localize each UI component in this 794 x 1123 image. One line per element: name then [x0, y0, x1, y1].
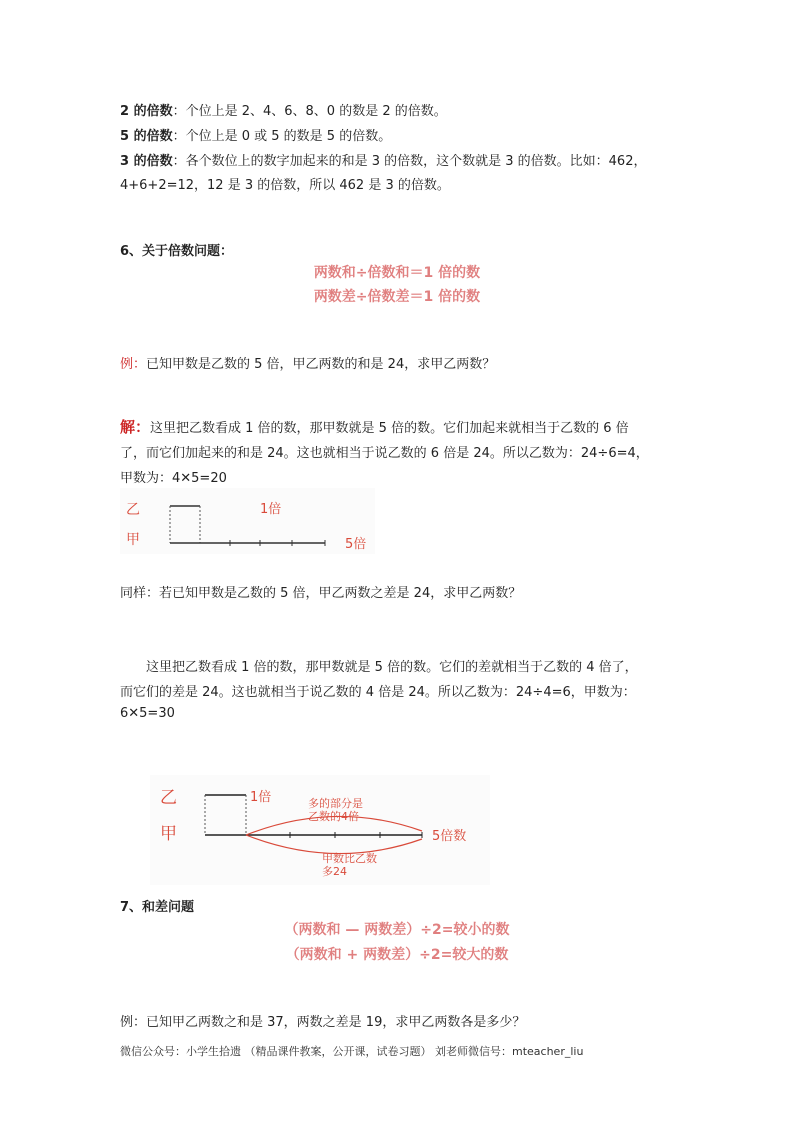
rule-multiple-5 — [120, 125, 391, 144]
solution-1-line1 — [120, 416, 629, 437]
section7-example: 例：已知甲乙两数之和是 37，两数之差是 19，求甲乙两数各是多少？ — [120, 1015, 526, 1030]
diagram-2-label-yi: 乙 — [160, 788, 177, 808]
diagram-1-label-jia: 甲 — [126, 532, 140, 548]
rule-text: 个位上是 2、4、6、8、0 的数是 2 的倍数。 — [185, 104, 447, 119]
colon: ： — [172, 154, 186, 169]
colon: ： — [172, 129, 186, 144]
diagram-2 — [150, 775, 490, 885]
diagram-2-svg — [150, 775, 490, 885]
diagram-2-label-five: 5倍数 — [432, 829, 467, 844]
example-label: 例： — [120, 357, 147, 372]
section6-heading: 6、关于倍数问题： — [120, 244, 234, 259]
diagram-1-label-one: 1倍 — [260, 502, 282, 517]
term: 3 的倍数 — [120, 154, 173, 169]
example-text: 已知甲数是乙数的 5 倍，甲乙两数的和是 24，求甲乙两数？ — [146, 357, 496, 372]
rule-text: 个位上是 0 或 5 的数是 5 的倍数。 — [185, 129, 392, 144]
rule-multiple-3-line2: 4+6+2=12，12 是 3 的倍数，所以 462 是 3 的倍数。 — [120, 178, 450, 193]
rule-text: 各个数位上的数字加起来的和是 3 的倍数，这个数就是 3 的倍数。比如：462， — [185, 154, 647, 169]
example-1 — [120, 353, 495, 372]
rule-multiple-3 — [120, 150, 646, 169]
diagram-2-note-bottom-2: 多24 — [322, 865, 347, 878]
solution-1-line2: 了，而它们加起来的和是 24。这也就相当于说乙数的 6 倍是 24。所以乙数为：24÷6=4， — [120, 446, 649, 461]
solution-2-line1: 这里把乙数看成 1 倍的数，那甲数就是 5 倍的数。它们的差就相当于乙数的 4 倍了， — [146, 660, 638, 675]
solution-1-line3: 甲数为：4✕5=20 — [120, 471, 227, 486]
colon: ： — [172, 104, 186, 119]
section6-formula-2: 两数差÷倍数差＝1 倍的数 — [313, 289, 481, 305]
diagram-2-note-top-1: 多的部分是 — [308, 797, 363, 810]
solution-text: 这里把乙数看成 1 倍的数，那甲数就是 5 倍的数。它们加起来就相当于乙数的 6 倍 — [150, 421, 629, 436]
diagram-2-label-one: 1倍 — [250, 790, 272, 805]
diagram-1-label-yi: 乙 — [126, 502, 140, 518]
section7-heading: 7、和差问题 — [120, 900, 195, 915]
diagram-2-label-jia: 甲 — [160, 824, 177, 844]
diagram-2-note-top-2: 乙数的4倍 — [308, 810, 359, 823]
diagram-1-label-five: 5倍 — [345, 537, 367, 552]
solution-label: 解： — [120, 418, 151, 436]
section7-formula-1: （两数和 — 两数差）÷2=较小的数 — [284, 922, 510, 938]
same-question: 同样：若已知甲数是乙数的 5 倍，甲乙两数之差是 24，求甲乙两数？ — [120, 586, 522, 601]
diagram-1-svg — [120, 488, 375, 554]
term: 2 的倍数 — [120, 104, 173, 119]
solution-2-line3: 6✕5=30 — [120, 706, 175, 721]
diagram-1 — [120, 488, 375, 554]
section6-formula-1: 两数和÷倍数和＝1 倍的数 — [313, 265, 481, 281]
solution-2-line2: 而它们的差是 24。这也就相当于说乙数的 4 倍是 24。所以乙数为：24÷4=6，甲数为： — [120, 685, 636, 700]
footer: 微信公众号：小学生拾遗 （精品课件教案，公开课，试卷习题） 刘老师微信号：mteacher_liu — [120, 1045, 584, 1058]
diagram-2-note-bottom-1: 甲数比乙数 — [322, 852, 377, 865]
term: 5 的倍数 — [120, 129, 173, 144]
rule-multiple-2 — [120, 100, 447, 119]
diagram-2-brace-bottom — [246, 835, 422, 854]
section7-formula-2: （两数和 + 两数差）÷2=较大的数 — [285, 947, 509, 963]
